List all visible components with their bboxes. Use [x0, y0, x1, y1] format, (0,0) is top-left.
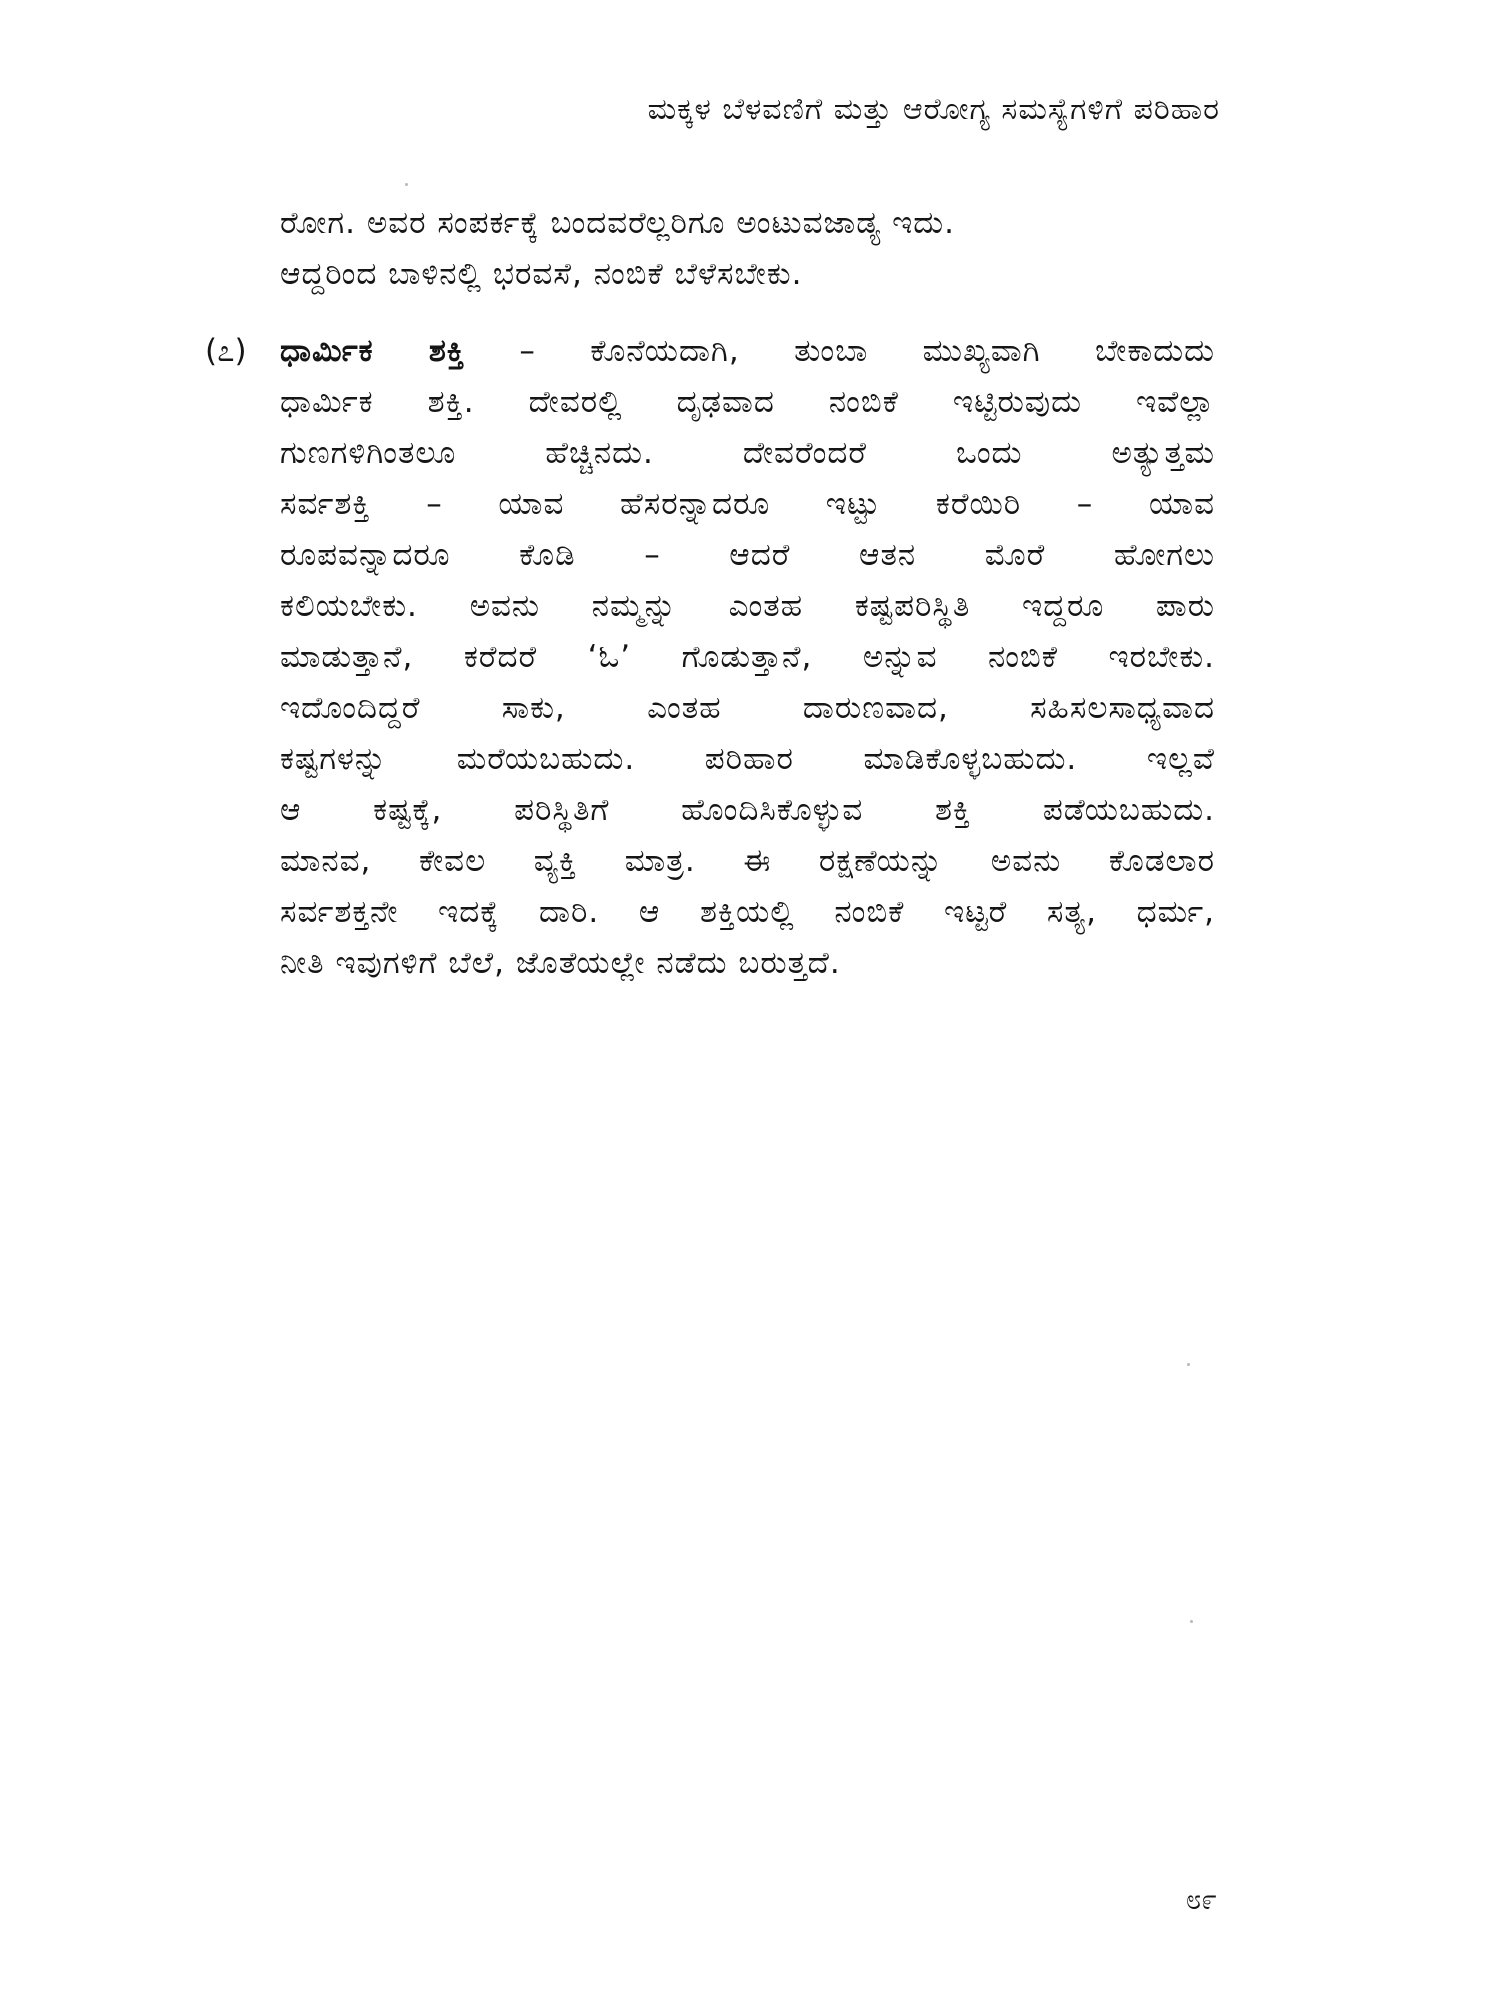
continuation-paragraph — [280, 198, 1215, 300]
text-line: ಆದ್ದರಿಂದ ಬಾಳಿನಲ್ಲಿ ಭರವಸೆ, ನಂಬಿಕೆ ಬೆಳೆಸಬೇಕು. — [280, 256, 803, 292]
text-line: ರೂಪವನ್ನಾದರೂ ಕೊಡಿ – ಆದರೆ ಆತನ ಮೊರೆ ಹೋಗಲು — [280, 537, 1215, 573]
item-paragraph — [280, 326, 1215, 989]
text-line: ಕಲಿಯಬೇಕು. ಅವನು ನಮ್ಮನ್ನು ಎಂತಹ ಕಷ್ಟಪರಿಸ್ಥಿತಿ ಇದ್ದರೂ ಪಾರು — [280, 588, 1215, 624]
text-line: ಇದೊಂದಿದ್ದರೆ ಸಾಕು, ಎಂತಹ ದಾರುಣವಾದ, ಸಹಿಸಲಸಾಧ್ಯವಾದ — [280, 690, 1215, 726]
running-header: ಮಕ್ಕಳ ಬೆಳವಣಿಗೆ ಮತ್ತು ಆರೋಗ್ಯ ಸಮಸ್ಯೆಗಳಿಗೆ ಪರಿಹಾರ — [647, 92, 1220, 127]
text-line — [280, 326, 1215, 377]
item-title: ಧಾರ್ಮಿಕ ಶಕ್ತಿ — [280, 333, 466, 369]
text-line: ಕಷ್ಟಗಳನ್ನು ಮರೆಯಬಹುದು. ಪರಿಹಾರ ಮಾಡಿಕೊಳ್ಳಬಹುದು. ಇಲ್ಲವೆ — [280, 741, 1215, 777]
text-line: ಮಾನವ, ಕೇವಲ ವ್ಯಕ್ತಿ ಮಾತ್ರ. ಈ ರಕ್ಷಣೆಯನ್ನು ಅವನು ಕೊಡಲಾರ — [280, 843, 1215, 879]
scan-speck — [1190, 1620, 1193, 1623]
scan-speck — [405, 183, 408, 186]
text-line: ರೋಗ. ಅವರ ಸಂಪರ್ಕಕ್ಕೆ ಬಂದವರೆಲ್ಲರಿಗೂ ಅಂಟುವಜಾಡ್ಯ ಇದು. — [280, 205, 956, 241]
item-number: (೭) — [205, 333, 247, 369]
text-line: ಸರ್ವಶಕ್ತಿ – ಯಾವ ಹೆಸರನ್ನಾದರೂ ಇಟ್ಟು ಕರೆಯಿರಿ – ಯಾವ — [280, 486, 1215, 522]
text-line: ಆ ಕಷ್ಟಕ್ಕೆ, ಪರಿಸ್ಥಿತಿಗೆ ಹೊಂದಿಸಿಕೊಳ್ಳುವ ಶಕ್ತಿ ಪಡೆಯಬಹುದು. — [280, 792, 1215, 828]
text-line: ಧಾರ್ಮಿಕ ಶಕ್ತಿ. ದೇವರಲ್ಲಿ ದೃಢವಾದ ನಂಬಿಕೆ ಇಟ್ಟಿರುವುದು ಇವೆಲ್ಲಾ — [280, 384, 1215, 420]
item-first-line-text: – ಕೊನೆಯದಾಗಿ, ತುಂಬಾ ಮುಖ್ಯವಾಗಿ ಬೇಕಾದುದು — [465, 333, 1215, 369]
text-line: ನೀತಿ ಇವುಗಳಿಗೆ ಬೆಲೆ, ಜೊತೆಯಲ್ಲೇ ನಡೆದು ಬರುತ್ತದೆ. — [280, 945, 841, 981]
text-line: ಮಾಡುತ್ತಾನೆ, ಕರೆದರೆ ‘ಓ’ ಗೊಡುತ್ತಾನೆ, ಅನ್ನುವ ನಂಬಿಕೆ ಇರಬೇಕು. — [280, 639, 1215, 675]
text-line: ಸರ್ವಶಕ್ತನೇ ಇದಕ್ಕೆ ದಾರಿ. ಆ ಶಕ್ತಿಯಲ್ಲಿ ನಂಬಿಕೆ ಇಟ್ಟರೆ ಸತ್ಯ, ಧರ್ಮ, — [280, 894, 1215, 930]
scan-speck — [1187, 1363, 1190, 1366]
page-number: ೮೯ — [1185, 1883, 1217, 1916]
text-line: ಗುಣಗಳಿಗಿಂತಲೂ ಹೆಚ್ಚಿನದು. ದೇವರೆಂದರೆ ಒಂದು ಅತ್ಯುತ್ತಮ — [280, 435, 1215, 471]
